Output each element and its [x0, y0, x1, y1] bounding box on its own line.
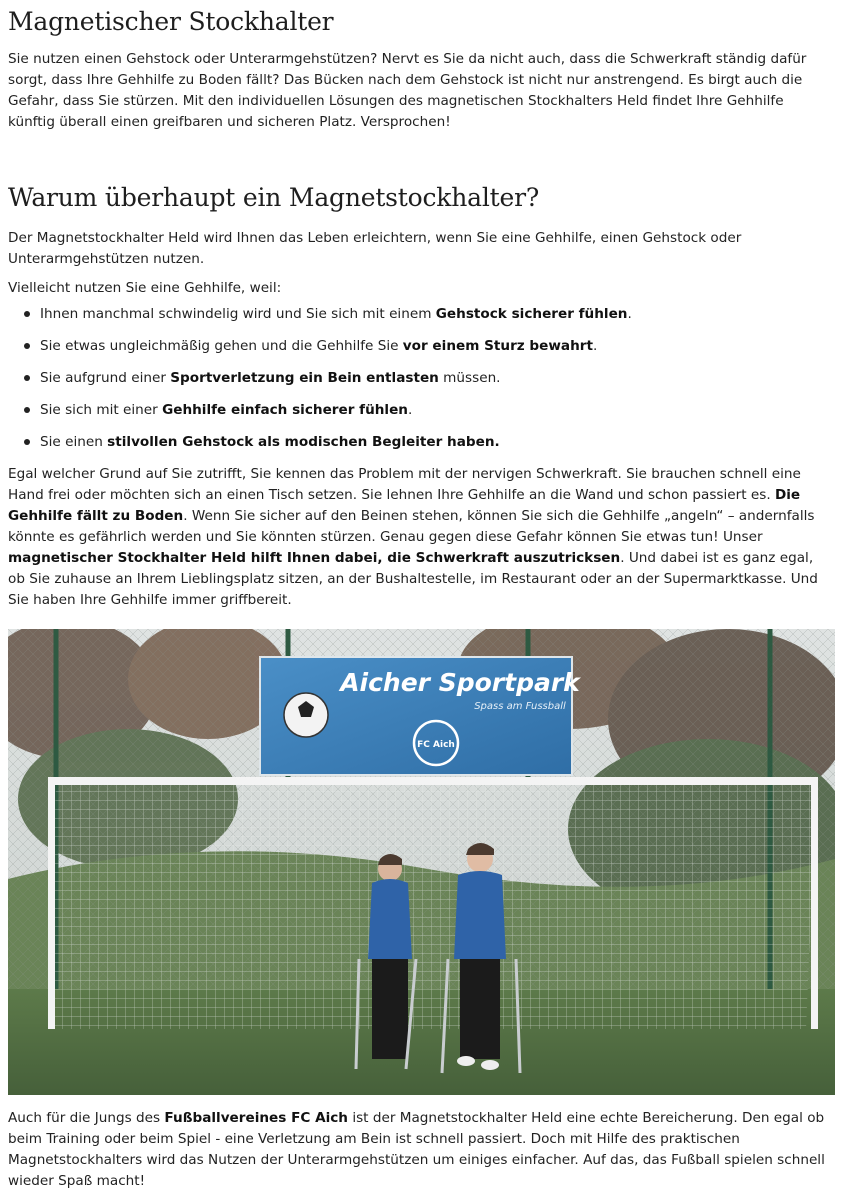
- intro-paragraph: Sie nutzen einen Gehstock oder Unterarmgehstützen? Nervt es Sie da nicht auch, dass die Schwerkraft ständig dafür sorgt, dass Ihre Gehhilfe zu Boden fällt? Das Bücken nach dem Gehstock ist nicht nur anstrengend. Es birgt auch die Gefahr, dass Sie stürzen. Mit den individuellen Lösungen des magnetischen Stockhalters Held findet Ihre Gehhilfe künftig überall einen greifbaren und sicheren Platz. Versprochen!: [8, 51, 807, 130]
- list-item: Sie aufgrund einer Sportverletzung ein Bein entlasten müssen.: [8, 368, 828, 400]
- banner-title: Aicher Sportpark: [340, 668, 580, 697]
- list-item: Ihnen manchmal schwindelig wird und Sie sich mit einem Gehstock sicherer fühlen.: [8, 304, 828, 336]
- football-team-photo: [8, 629, 835, 1095]
- list-item: Sie einen stilvollen Gehstock als modischen Begleiter haben.: [8, 432, 828, 464]
- reasons-list: [8, 304, 828, 464]
- section-heading: Warum überhaupt ein Magnetstockhalter?: [8, 183, 540, 212]
- banner-subtitle: Spass am Fussball: [474, 701, 566, 712]
- paragraph-fc-aich: Auch für die Jungs des Fußballvereines FC Aich ist der Magnetstockhalter Held eine echte Bereicherung. Den egal ob beim Training oder beim Spiel - eine Verletzung am Bein ist schnell passiert. Doch mit Hilfe des praktischen Magnetstockhalters wird das Nutzen der Unterarmgehstützen um einiges einfacher. Auf das, das Fußball spielen schnell wieder Spaß macht!: [8, 1110, 825, 1189]
- paragraph-usage: Der Magnetstockhalter Held wird Ihnen das Leben erleichtern, wenn Sie eine Gehhilfe, einen Gehstock oder Unterarmgehstützen nutzen.: [8, 230, 742, 267]
- sportpark-banner: [260, 657, 581, 775]
- paragraph-reasons-intro: Vielleicht nutzen Sie eine Gehhilfe, weil:: [8, 280, 282, 296]
- club-logo-text: FC Aich: [417, 740, 455, 750]
- paragraph-problem: Egal welcher Grund auf Sie zutrifft, Sie kennen das Problem mit der nervigen Schwerkraft. Sie brauchen schnell eine Hand frei oder möchten sich an einen Tisch setzen. Sie lehnen Ihre Gehhilfe an die Wand und schon passiert es. Die Gehhilfe fällt zu Boden. Wenn Sie sicher auf den Beinen stehen, können Sie sich die Gehhilfe „angeln“ – andernfalls könnte es gefährlich werden und Sie könnten stürzen. Genau gegen diese Gefahr können Sie etwas tun! Unser magnetischer Stockhalter Held hilft Ihnen dabei, die Schwerkraft auszutricksen. Und dabei ist es ganz egal, ob Sie zuhause an Ihrem Lieblingsplatz sitzen, an der Bushaltestelle, im Restaurant oder an der Supermarktkasse. Und Sie haben Ihre Gehhilfe immer griffbereit.: [8, 466, 818, 608]
- list-item: Sie sich mit einer Gehhilfe einfach sicherer fühlen.: [8, 400, 828, 432]
- list-item: Sie etwas ungleichmäßig gehen und die Gehhilfe Sie vor einem Sturz bewahrt.: [8, 336, 828, 368]
- goal: [48, 777, 818, 1029]
- page-title: Magnetischer Stockhalter: [8, 7, 334, 36]
